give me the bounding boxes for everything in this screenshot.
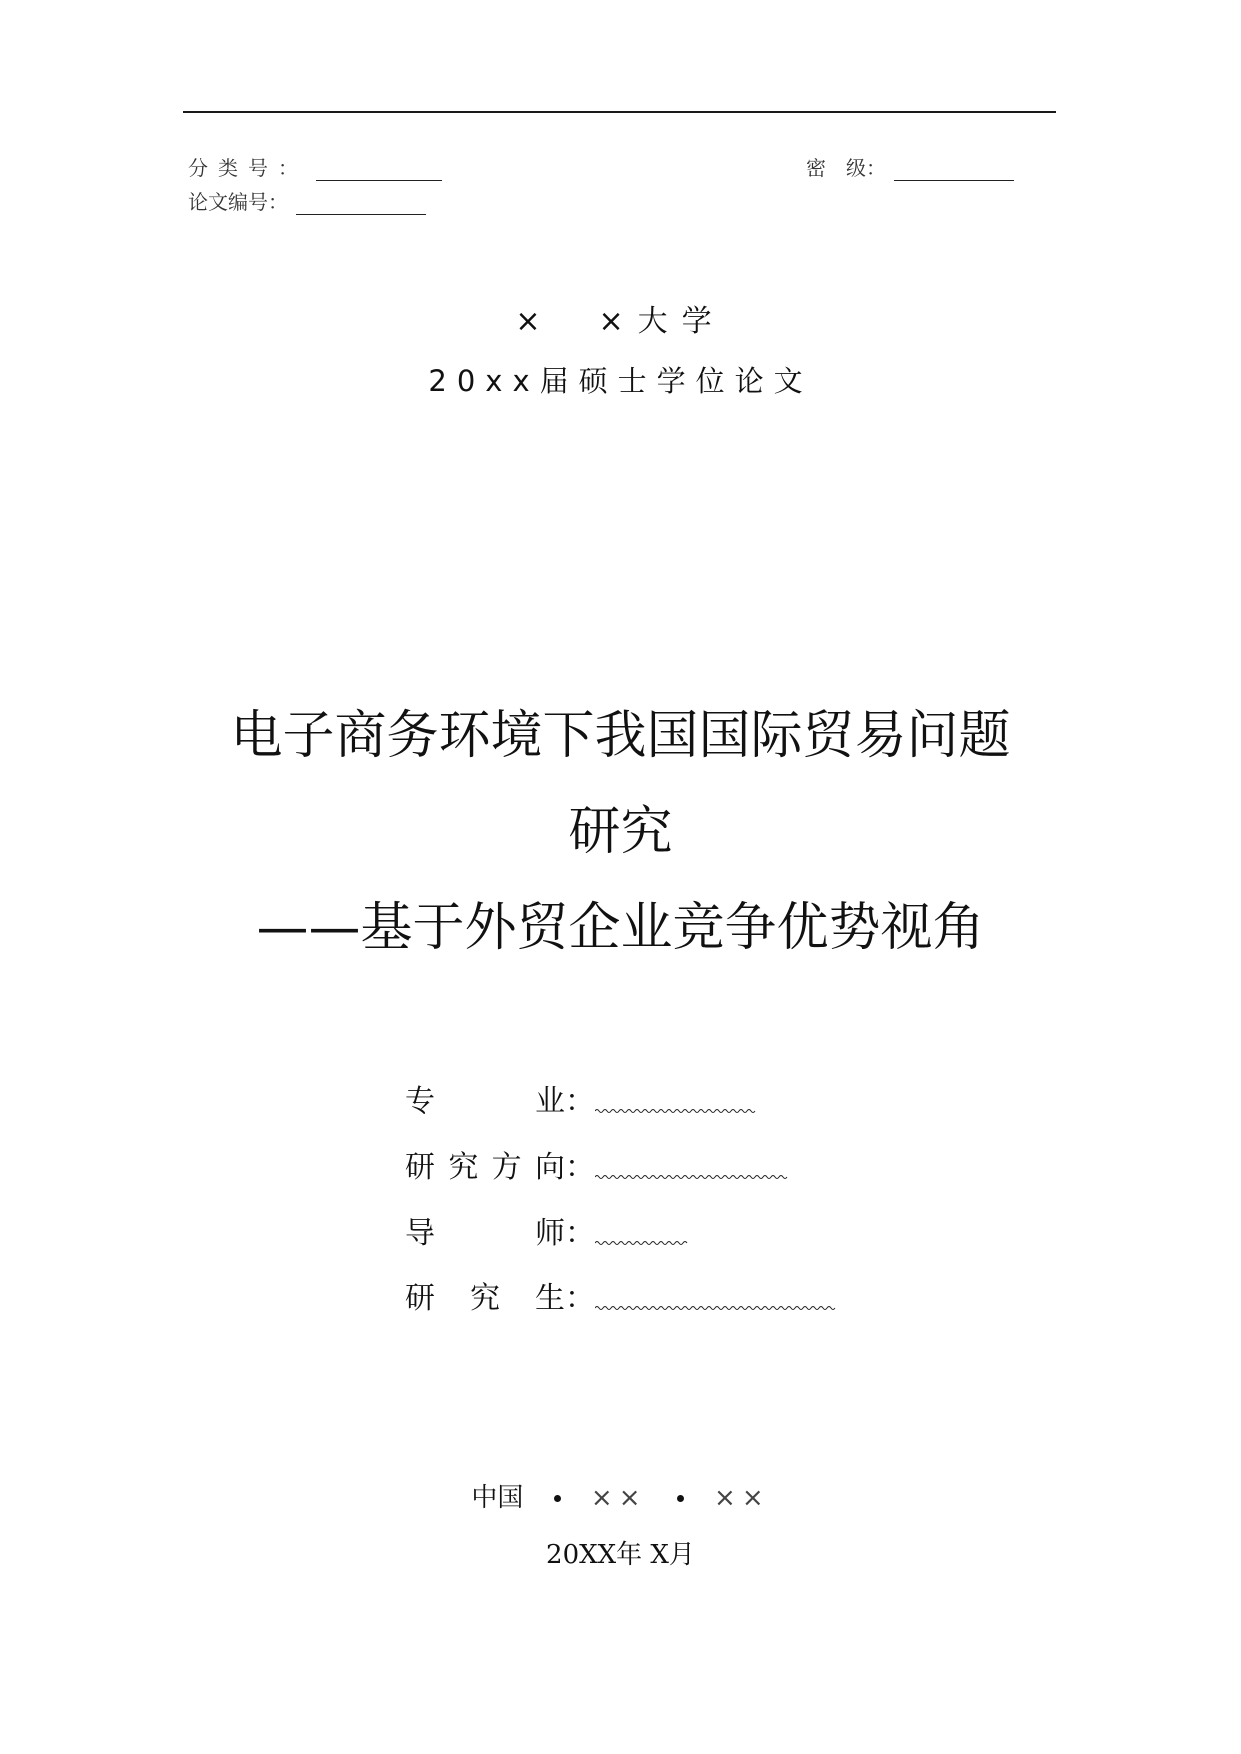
graduate-student-wavy-underline <box>595 1303 839 1313</box>
supervisor-colon: ： <box>565 1216 595 1251</box>
separator-dot-2 <box>677 1495 684 1502</box>
secrecy-level-blank <box>894 160 1014 181</box>
classification-number-label: 分类号： <box>188 156 308 180</box>
major-colon: ： <box>565 1084 595 1119</box>
separator-dot-1 <box>554 1495 561 1502</box>
thesis-number-label: 论文编号： <box>188 190 288 214</box>
university-name: × ×大学 <box>515 304 726 339</box>
graduate-student-label: 研究生 <box>405 1281 565 1316</box>
classification-number-field <box>188 152 442 181</box>
thesis-title-line-1: 电子商务环境下我国国际贸易问题 <box>230 706 1011 766</box>
thesis-title <box>0 688 1241 976</box>
secrecy-level-label: 密 级： <box>806 156 886 180</box>
info-row-research-direction <box>405 1142 791 1186</box>
secrecy-level-field <box>806 152 1014 181</box>
degree-class: 20xx届硕士学位论文 <box>428 364 813 398</box>
submission-date: 20XX年 X月 <box>546 1540 695 1570</box>
thesis-number-blank <box>296 194 426 215</box>
research-direction-wavy-underline <box>595 1172 791 1182</box>
thesis-subtitle: ——基于外贸企业竞争优势视角 <box>256 898 985 958</box>
placeholder-a: ×× <box>590 1483 647 1513</box>
info-row-graduate-student <box>405 1273 839 1317</box>
thesis-number-field <box>188 186 426 215</box>
major-label: 专业 <box>405 1084 565 1119</box>
classification-number-blank <box>316 160 442 181</box>
info-row-major <box>405 1076 757 1120</box>
research-direction-colon: ： <box>565 1150 595 1185</box>
info-row-supervisor <box>405 1208 691 1252</box>
supervisor-label: 导师 <box>405 1216 565 1251</box>
top-rule <box>183 111 1056 113</box>
location-line <box>0 1477 1241 1514</box>
supervisor-wavy-underline <box>595 1238 691 1248</box>
major-wavy-underline <box>595 1106 757 1116</box>
country-name: 中国 <box>471 1483 524 1513</box>
thesis-title-line-2: 研究 <box>568 802 673 862</box>
graduate-student-colon: ： <box>565 1281 595 1316</box>
research-direction-label: 研究方向 <box>405 1150 565 1185</box>
placeholder-b: ×× <box>714 1483 770 1513</box>
